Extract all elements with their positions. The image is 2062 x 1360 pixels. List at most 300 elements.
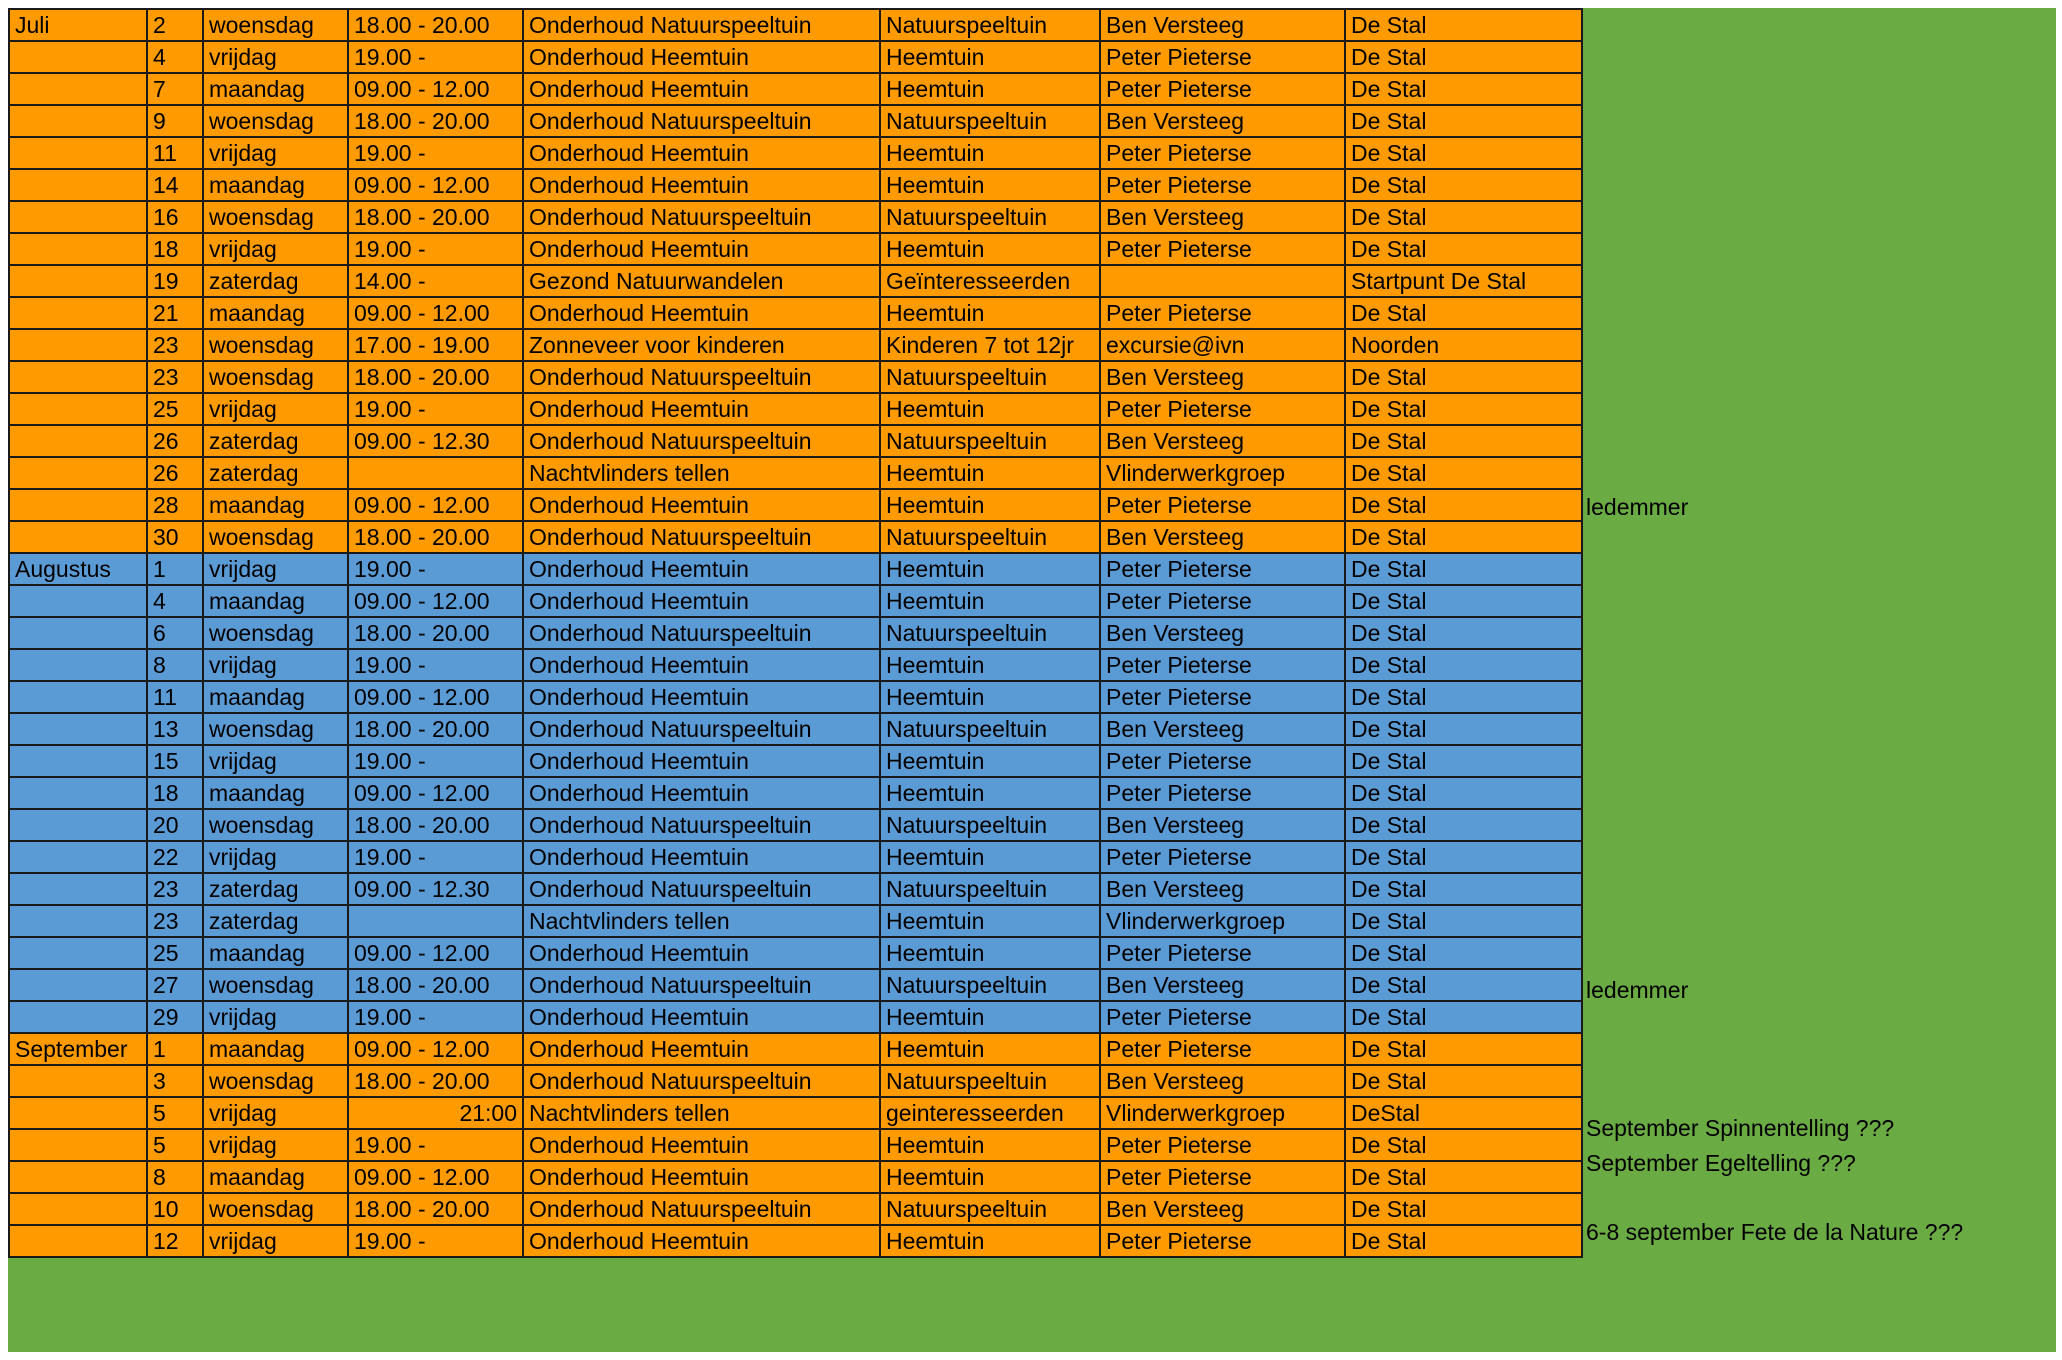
location-cell[interactable]: De Stal — [1345, 105, 1582, 137]
contact-cell[interactable]: Peter Pieterse — [1100, 137, 1345, 169]
contact-cell[interactable]: Ben Versteeg — [1100, 361, 1345, 393]
day-cell[interactable]: 8 — [147, 1161, 203, 1193]
day-cell[interactable]: 13 — [147, 713, 203, 745]
month-cell[interactable] — [9, 1097, 147, 1129]
month-cell[interactable] — [9, 713, 147, 745]
day-cell[interactable]: 18 — [147, 233, 203, 265]
day-cell[interactable]: 25 — [147, 393, 203, 425]
time-cell[interactable]: 18.00 - 20.00 — [348, 521, 523, 553]
contact-cell[interactable]: Peter Pieterse — [1100, 649, 1345, 681]
weekday-cell[interactable]: maandag — [203, 297, 348, 329]
weekday-cell[interactable]: maandag — [203, 585, 348, 617]
activity-cell[interactable]: Onderhoud Natuurspeeltuin — [523, 9, 880, 41]
activity-cell[interactable]: Onderhoud Natuurspeeltuin — [523, 105, 880, 137]
day-cell[interactable]: 23 — [147, 329, 203, 361]
day-cell[interactable]: 11 — [147, 137, 203, 169]
location-cell[interactable]: De Stal — [1345, 905, 1582, 937]
activity-cell[interactable]: Onderhoud Natuurspeeltuin — [523, 617, 880, 649]
month-cell[interactable]: September — [9, 1033, 147, 1065]
contact-cell[interactable]: Peter Pieterse — [1100, 1033, 1345, 1065]
target-cell[interactable]: Natuurspeeltuin — [880, 809, 1100, 841]
activity-cell[interactable]: Onderhoud Heemtuin — [523, 745, 880, 777]
target-cell[interactable]: Natuurspeeltuin — [880, 9, 1100, 41]
time-cell[interactable]: 19.00 - — [348, 1225, 523, 1257]
target-cell[interactable]: Natuurspeeltuin — [880, 1065, 1100, 1097]
weekday-cell[interactable]: vrijdag — [203, 393, 348, 425]
month-cell[interactable] — [9, 137, 147, 169]
contact-cell[interactable]: Peter Pieterse — [1100, 297, 1345, 329]
month-cell[interactable] — [9, 425, 147, 457]
contact-cell[interactable]: Peter Pieterse — [1100, 553, 1345, 585]
month-cell[interactable] — [9, 297, 147, 329]
side-note[interactable]: 6-8 september Fete de la Nature ??? — [1586, 1218, 1964, 1245]
weekday-cell[interactable]: maandag — [203, 169, 348, 201]
weekday-cell[interactable]: vrijdag — [203, 841, 348, 873]
contact-cell[interactable]: Peter Pieterse — [1100, 1129, 1345, 1161]
contact-cell[interactable]: Peter Pieterse — [1100, 745, 1345, 777]
location-cell[interactable]: De Stal — [1345, 1225, 1582, 1257]
time-cell[interactable]: 09.00 - 12.00 — [348, 297, 523, 329]
contact-cell[interactable] — [1100, 265, 1345, 297]
contact-cell[interactable]: Peter Pieterse — [1100, 841, 1345, 873]
activity-cell[interactable]: Onderhoud Heemtuin — [523, 937, 880, 969]
day-cell[interactable]: 26 — [147, 457, 203, 489]
month-cell[interactable] — [9, 1065, 147, 1097]
day-cell[interactable]: 3 — [147, 1065, 203, 1097]
contact-cell[interactable]: Peter Pieterse — [1100, 41, 1345, 73]
time-cell[interactable]: 18.00 - 20.00 — [348, 1065, 523, 1097]
contact-cell[interactable]: Peter Pieterse — [1100, 393, 1345, 425]
weekday-cell[interactable]: vrijdag — [203, 745, 348, 777]
target-cell[interactable]: geinteresseerden — [880, 1097, 1100, 1129]
target-cell[interactable]: Natuurspeeltuin — [880, 617, 1100, 649]
contact-cell[interactable]: Ben Versteeg — [1100, 809, 1345, 841]
activity-cell[interactable]: Onderhoud Heemtuin — [523, 489, 880, 521]
month-cell[interactable] — [9, 393, 147, 425]
time-cell[interactable]: 19.00 - — [348, 745, 523, 777]
target-cell[interactable]: Natuurspeeltuin — [880, 1193, 1100, 1225]
day-cell[interactable]: 16 — [147, 201, 203, 233]
location-cell[interactable]: De Stal — [1345, 873, 1582, 905]
target-cell[interactable]: Heemtuin — [880, 777, 1100, 809]
location-cell[interactable]: De Stal — [1345, 585, 1582, 617]
time-cell[interactable]: 19.00 - — [348, 1001, 523, 1033]
activity-cell[interactable]: Onderhoud Natuurspeeltuin — [523, 713, 880, 745]
month-cell[interactable]: Augustus — [9, 553, 147, 585]
side-note[interactable]: ledemmer — [1586, 977, 1689, 1003]
target-cell[interactable]: Heemtuin — [880, 681, 1100, 713]
time-cell[interactable] — [348, 457, 523, 489]
weekday-cell[interactable]: maandag — [203, 1161, 348, 1193]
contact-cell[interactable]: Peter Pieterse — [1100, 585, 1345, 617]
contact-cell[interactable]: Peter Pieterse — [1100, 169, 1345, 201]
location-cell[interactable]: De Stal — [1345, 841, 1582, 873]
contact-cell[interactable]: Peter Pieterse — [1100, 233, 1345, 265]
target-cell[interactable]: Heemtuin — [880, 841, 1100, 873]
location-cell[interactable]: De Stal — [1345, 457, 1582, 489]
target-cell[interactable]: Natuurspeeltuin — [880, 105, 1100, 137]
month-cell[interactable] — [9, 73, 147, 105]
location-cell[interactable]: De Stal — [1345, 681, 1582, 713]
month-cell[interactable] — [9, 361, 147, 393]
month-cell[interactable] — [9, 777, 147, 809]
activity-cell[interactable]: Onderhoud Natuurspeeltuin — [523, 809, 880, 841]
time-cell[interactable]: 18.00 - 20.00 — [348, 617, 523, 649]
day-cell[interactable]: 10 — [147, 1193, 203, 1225]
weekday-cell[interactable]: zaterdag — [203, 905, 348, 937]
location-cell[interactable]: De Stal — [1345, 1065, 1582, 1097]
time-cell[interactable]: 19.00 - — [348, 41, 523, 73]
weekday-cell[interactable]: vrijdag — [203, 1097, 348, 1129]
contact-cell[interactable]: Ben Versteeg — [1100, 425, 1345, 457]
contact-cell[interactable]: Vlinderwerkgroep — [1100, 905, 1345, 937]
location-cell[interactable]: De Stal — [1345, 1193, 1582, 1225]
location-cell[interactable]: De Stal — [1345, 777, 1582, 809]
time-cell[interactable]: 18.00 - 20.00 — [348, 361, 523, 393]
target-cell[interactable]: Heemtuin — [880, 41, 1100, 73]
activity-cell[interactable]: Gezond Natuurwandelen — [523, 265, 880, 297]
time-cell[interactable]: 09.00 - 12.00 — [348, 585, 523, 617]
target-cell[interactable]: Kinderen 7 tot 12jr — [880, 329, 1100, 361]
contact-cell[interactable]: Ben Versteeg — [1100, 713, 1345, 745]
day-cell[interactable]: 27 — [147, 969, 203, 1001]
weekday-cell[interactable]: vrijdag — [203, 1129, 348, 1161]
target-cell[interactable]: Natuurspeeltuin — [880, 969, 1100, 1001]
weekday-cell[interactable]: vrijdag — [203, 233, 348, 265]
target-cell[interactable]: Geïnteresseerden — [880, 265, 1100, 297]
activity-cell[interactable]: Onderhoud Heemtuin — [523, 1001, 880, 1033]
activity-cell[interactable]: Nachtvlinders tellen — [523, 457, 880, 489]
day-cell[interactable]: 20 — [147, 809, 203, 841]
target-cell[interactable]: Natuurspeeltuin — [880, 425, 1100, 457]
location-cell[interactable]: De Stal — [1345, 297, 1582, 329]
contact-cell[interactable]: Ben Versteeg — [1100, 521, 1345, 553]
location-cell[interactable]: Noorden — [1345, 329, 1582, 361]
target-cell[interactable]: Heemtuin — [880, 73, 1100, 105]
target-cell[interactable]: Heemtuin — [880, 937, 1100, 969]
time-cell[interactable]: 18.00 - 20.00 — [348, 713, 523, 745]
contact-cell[interactable]: Ben Versteeg — [1100, 873, 1345, 905]
weekday-cell[interactable]: maandag — [203, 777, 348, 809]
target-cell[interactable]: Heemtuin — [880, 1129, 1100, 1161]
time-cell[interactable]: 19.00 - — [348, 841, 523, 873]
month-cell[interactable] — [9, 585, 147, 617]
time-cell[interactable] — [348, 905, 523, 937]
location-cell[interactable]: De Stal — [1345, 969, 1582, 1001]
day-cell[interactable]: 14 — [147, 169, 203, 201]
side-note[interactable]: September Spinnentelling ??? — [1586, 1115, 1895, 1141]
activity-cell[interactable]: Onderhoud Heemtuin — [523, 649, 880, 681]
activity-cell[interactable]: Onderhoud Natuurspeeltuin — [523, 1193, 880, 1225]
location-cell[interactable]: De Stal — [1345, 201, 1582, 233]
target-cell[interactable]: Natuurspeeltuin — [880, 361, 1100, 393]
month-cell[interactable] — [9, 841, 147, 873]
time-cell[interactable]: 09.00 - 12.00 — [348, 777, 523, 809]
day-cell[interactable]: 15 — [147, 745, 203, 777]
location-cell[interactable]: De Stal — [1345, 233, 1582, 265]
time-cell[interactable]: 09.00 - 12.30 — [348, 873, 523, 905]
time-cell[interactable]: 09.00 - 12.30 — [348, 425, 523, 457]
weekday-cell[interactable]: maandag — [203, 73, 348, 105]
weekday-cell[interactable]: vrijdag — [203, 137, 348, 169]
day-cell[interactable]: 1 — [147, 1033, 203, 1065]
contact-cell[interactable]: excursie@ivn — [1100, 329, 1345, 361]
time-cell[interactable]: 19.00 - — [348, 1129, 523, 1161]
location-cell[interactable]: De Stal — [1345, 745, 1582, 777]
day-cell[interactable]: 23 — [147, 873, 203, 905]
day-cell[interactable]: 5 — [147, 1097, 203, 1129]
day-cell[interactable]: 23 — [147, 361, 203, 393]
contact-cell[interactable]: Ben Versteeg — [1100, 617, 1345, 649]
time-cell[interactable]: 18.00 - 20.00 — [348, 9, 523, 41]
location-cell[interactable]: De Stal — [1345, 489, 1582, 521]
day-cell[interactable]: 5 — [147, 1129, 203, 1161]
target-cell[interactable]: Heemtuin — [880, 457, 1100, 489]
day-cell[interactable]: 22 — [147, 841, 203, 873]
day-cell[interactable]: 2 — [147, 9, 203, 41]
time-cell[interactable]: 09.00 - 12.00 — [348, 1161, 523, 1193]
location-cell[interactable]: Startpunt De Stal — [1345, 265, 1582, 297]
target-cell[interactable]: Heemtuin — [880, 297, 1100, 329]
activity-cell[interactable]: Onderhoud Heemtuin — [523, 41, 880, 73]
activity-cell[interactable]: Onderhoud Heemtuin — [523, 73, 880, 105]
side-note[interactable]: September Egeltelling ??? — [1586, 1149, 1856, 1176]
time-cell[interactable]: 19.00 - — [348, 393, 523, 425]
contact-cell[interactable]: Ben Versteeg — [1100, 969, 1345, 1001]
time-cell[interactable]: 18.00 - 20.00 — [348, 809, 523, 841]
activity-cell[interactable]: Onderhoud Heemtuin — [523, 585, 880, 617]
location-cell[interactable]: De Stal — [1345, 41, 1582, 73]
weekday-cell[interactable]: vrijdag — [203, 1225, 348, 1257]
day-cell[interactable]: 1 — [147, 553, 203, 585]
activity-cell[interactable]: Onderhoud Heemtuin — [523, 1129, 880, 1161]
weekday-cell[interactable]: woensdag — [203, 809, 348, 841]
contact-cell[interactable]: Ben Versteeg — [1100, 9, 1345, 41]
target-cell[interactable]: Heemtuin — [880, 169, 1100, 201]
contact-cell[interactable]: Ben Versteeg — [1100, 1065, 1345, 1097]
contact-cell[interactable]: Ben Versteeg — [1100, 105, 1345, 137]
target-cell[interactable]: Heemtuin — [880, 745, 1100, 777]
contact-cell[interactable]: Ben Versteeg — [1100, 1193, 1345, 1225]
weekday-cell[interactable]: vrijdag — [203, 41, 348, 73]
time-cell[interactable]: 09.00 - 12.00 — [348, 681, 523, 713]
location-cell[interactable]: De Stal — [1345, 9, 1582, 41]
time-cell[interactable]: 19.00 - — [348, 233, 523, 265]
location-cell[interactable]: De Stal — [1345, 425, 1582, 457]
time-cell[interactable]: 09.00 - 12.00 — [348, 73, 523, 105]
month-cell[interactable] — [9, 1161, 147, 1193]
month-cell[interactable] — [9, 201, 147, 233]
day-cell[interactable]: 29 — [147, 1001, 203, 1033]
month-cell[interactable] — [9, 617, 147, 649]
location-cell[interactable]: De Stal — [1345, 169, 1582, 201]
contact-cell[interactable]: Peter Pieterse — [1100, 73, 1345, 105]
target-cell[interactable]: Natuurspeeltuin — [880, 713, 1100, 745]
time-cell[interactable]: 19.00 - — [348, 649, 523, 681]
month-cell[interactable] — [9, 809, 147, 841]
month-cell[interactable] — [9, 1225, 147, 1257]
contact-cell[interactable]: Vlinderwerkgroep — [1100, 457, 1345, 489]
weekday-cell[interactable]: woensdag — [203, 617, 348, 649]
weekday-cell[interactable]: woensdag — [203, 9, 348, 41]
target-cell[interactable]: Heemtuin — [880, 137, 1100, 169]
day-cell[interactable]: 25 — [147, 937, 203, 969]
location-cell[interactable]: De Stal — [1345, 649, 1582, 681]
contact-cell[interactable]: Peter Pieterse — [1100, 681, 1345, 713]
location-cell[interactable]: De Stal — [1345, 73, 1582, 105]
activity-cell[interactable]: Onderhoud Heemtuin — [523, 1225, 880, 1257]
time-cell[interactable]: 09.00 - 12.00 — [348, 489, 523, 521]
month-cell[interactable] — [9, 105, 147, 137]
contact-cell[interactable]: Peter Pieterse — [1100, 777, 1345, 809]
weekday-cell[interactable]: woensdag — [203, 361, 348, 393]
time-cell[interactable]: 14.00 - — [348, 265, 523, 297]
target-cell[interactable]: Natuurspeeltuin — [880, 521, 1100, 553]
day-cell[interactable]: 21 — [147, 297, 203, 329]
month-cell[interactable] — [9, 265, 147, 297]
weekday-cell[interactable]: woensdag — [203, 105, 348, 137]
location-cell[interactable]: De Stal — [1345, 617, 1582, 649]
month-cell[interactable] — [9, 41, 147, 73]
day-cell[interactable]: 8 — [147, 649, 203, 681]
target-cell[interactable]: Heemtuin — [880, 649, 1100, 681]
weekday-cell[interactable]: vrijdag — [203, 553, 348, 585]
contact-cell[interactable]: Peter Pieterse — [1100, 937, 1345, 969]
target-cell[interactable]: Heemtuin — [880, 233, 1100, 265]
activity-cell[interactable]: Nachtvlinders tellen — [523, 1097, 880, 1129]
location-cell[interactable]: De Stal — [1345, 809, 1582, 841]
location-cell[interactable]: De Stal — [1345, 137, 1582, 169]
activity-cell[interactable]: Onderhoud Natuurspeeltuin — [523, 201, 880, 233]
time-cell[interactable]: 18.00 - 20.00 — [348, 105, 523, 137]
weekday-cell[interactable]: woensdag — [203, 201, 348, 233]
side-note[interactable]: ledemmer — [1586, 494, 1689, 520]
day-cell[interactable]: 12 — [147, 1225, 203, 1257]
target-cell[interactable]: Heemtuin — [880, 489, 1100, 521]
location-cell[interactable]: De Stal — [1345, 937, 1582, 969]
contact-cell[interactable]: Peter Pieterse — [1100, 1161, 1345, 1193]
activity-cell[interactable]: Onderhoud Heemtuin — [523, 137, 880, 169]
location-cell[interactable]: De Stal — [1345, 553, 1582, 585]
time-cell[interactable]: 09.00 - 12.00 — [348, 937, 523, 969]
activity-cell[interactable]: Onderhoud Natuurspeeltuin — [523, 521, 880, 553]
weekday-cell[interactable]: maandag — [203, 489, 348, 521]
contact-cell[interactable]: Vlinderwerkgroep — [1100, 1097, 1345, 1129]
day-cell[interactable]: 9 — [147, 105, 203, 137]
activity-cell[interactable]: Onderhoud Heemtuin — [523, 297, 880, 329]
month-cell[interactable] — [9, 233, 147, 265]
weekday-cell[interactable]: woensdag — [203, 969, 348, 1001]
month-cell[interactable] — [9, 1129, 147, 1161]
weekday-cell[interactable]: zaterdag — [203, 425, 348, 457]
location-cell[interactable]: De Stal — [1345, 1129, 1582, 1161]
day-cell[interactable]: 7 — [147, 73, 203, 105]
weekday-cell[interactable]: woensdag — [203, 521, 348, 553]
day-cell[interactable]: 28 — [147, 489, 203, 521]
time-cell[interactable]: 19.00 - — [348, 553, 523, 585]
activity-cell[interactable]: Onderhoud Natuurspeeltuin — [523, 425, 880, 457]
activity-cell[interactable]: Onderhoud Heemtuin — [523, 169, 880, 201]
time-cell[interactable]: 09.00 - 12.00 — [348, 1033, 523, 1065]
month-cell[interactable] — [9, 905, 147, 937]
month-cell[interactable] — [9, 1193, 147, 1225]
target-cell[interactable]: Heemtuin — [880, 1001, 1100, 1033]
weekday-cell[interactable]: vrijdag — [203, 649, 348, 681]
weekday-cell[interactable]: maandag — [203, 1033, 348, 1065]
activity-cell[interactable]: Onderhoud Heemtuin — [523, 681, 880, 713]
day-cell[interactable]: 26 — [147, 425, 203, 457]
activity-cell[interactable]: Onderhoud Natuurspeeltuin — [523, 361, 880, 393]
weekday-cell[interactable]: zaterdag — [203, 265, 348, 297]
target-cell[interactable]: Natuurspeeltuin — [880, 201, 1100, 233]
activity-cell[interactable]: Onderhoud Natuurspeeltuin — [523, 969, 880, 1001]
activity-cell[interactable]: Zonneveer voor kinderen — [523, 329, 880, 361]
month-cell[interactable] — [9, 1001, 147, 1033]
day-cell[interactable]: 4 — [147, 585, 203, 617]
contact-cell[interactable]: Peter Pieterse — [1100, 489, 1345, 521]
weekday-cell[interactable]: vrijdag — [203, 1001, 348, 1033]
contact-cell[interactable]: Peter Pieterse — [1100, 1225, 1345, 1257]
day-cell[interactable]: 6 — [147, 617, 203, 649]
day-cell[interactable]: 4 — [147, 41, 203, 73]
location-cell[interactable]: De Stal — [1345, 393, 1582, 425]
month-cell[interactable] — [9, 329, 147, 361]
activity-cell[interactable]: Onderhoud Heemtuin — [523, 393, 880, 425]
day-cell[interactable]: 30 — [147, 521, 203, 553]
location-cell[interactable]: De Stal — [1345, 1001, 1582, 1033]
time-cell[interactable]: 21:00 — [348, 1097, 523, 1129]
location-cell[interactable]: DeStal — [1345, 1097, 1582, 1129]
day-cell[interactable]: 18 — [147, 777, 203, 809]
location-cell[interactable]: De Stal — [1345, 1033, 1582, 1065]
location-cell[interactable]: De Stal — [1345, 1161, 1582, 1193]
weekday-cell[interactable]: maandag — [203, 681, 348, 713]
activity-cell[interactable]: Onderhoud Heemtuin — [523, 1033, 880, 1065]
target-cell[interactable]: Heemtuin — [880, 553, 1100, 585]
weekday-cell[interactable]: woensdag — [203, 1065, 348, 1097]
activity-cell[interactable]: Onderhoud Heemtuin — [523, 1161, 880, 1193]
month-cell[interactable] — [9, 457, 147, 489]
month-cell[interactable] — [9, 745, 147, 777]
day-cell[interactable]: 19 — [147, 265, 203, 297]
location-cell[interactable]: De Stal — [1345, 713, 1582, 745]
activity-cell[interactable]: Onderhoud Heemtuin — [523, 777, 880, 809]
weekday-cell[interactable]: zaterdag — [203, 457, 348, 489]
target-cell[interactable]: Heemtuin — [880, 905, 1100, 937]
contact-cell[interactable]: Peter Pieterse — [1100, 1001, 1345, 1033]
time-cell[interactable]: 09.00 - 12.00 — [348, 169, 523, 201]
month-cell[interactable] — [9, 937, 147, 969]
time-cell[interactable]: 19.00 - — [348, 137, 523, 169]
weekday-cell[interactable]: woensdag — [203, 1193, 348, 1225]
month-cell[interactable]: Juli — [9, 9, 147, 41]
time-cell[interactable]: 17.00 - 19.00 — [348, 329, 523, 361]
activity-cell[interactable]: Onderhoud Natuurspeeltuin — [523, 1065, 880, 1097]
weekday-cell[interactable]: woensdag — [203, 713, 348, 745]
target-cell[interactable]: Heemtuin — [880, 1033, 1100, 1065]
activity-cell[interactable]: Onderhoud Heemtuin — [523, 233, 880, 265]
month-cell[interactable] — [9, 681, 147, 713]
target-cell[interactable]: Heemtuin — [880, 1161, 1100, 1193]
weekday-cell[interactable]: maandag — [203, 937, 348, 969]
activity-cell[interactable]: Onderhoud Heemtuin — [523, 553, 880, 585]
weekday-cell[interactable]: zaterdag — [203, 873, 348, 905]
month-cell[interactable] — [9, 873, 147, 905]
month-cell[interactable] — [9, 649, 147, 681]
target-cell[interactable]: Heemtuin — [880, 1225, 1100, 1257]
month-cell[interactable] — [9, 521, 147, 553]
month-cell[interactable] — [9, 489, 147, 521]
